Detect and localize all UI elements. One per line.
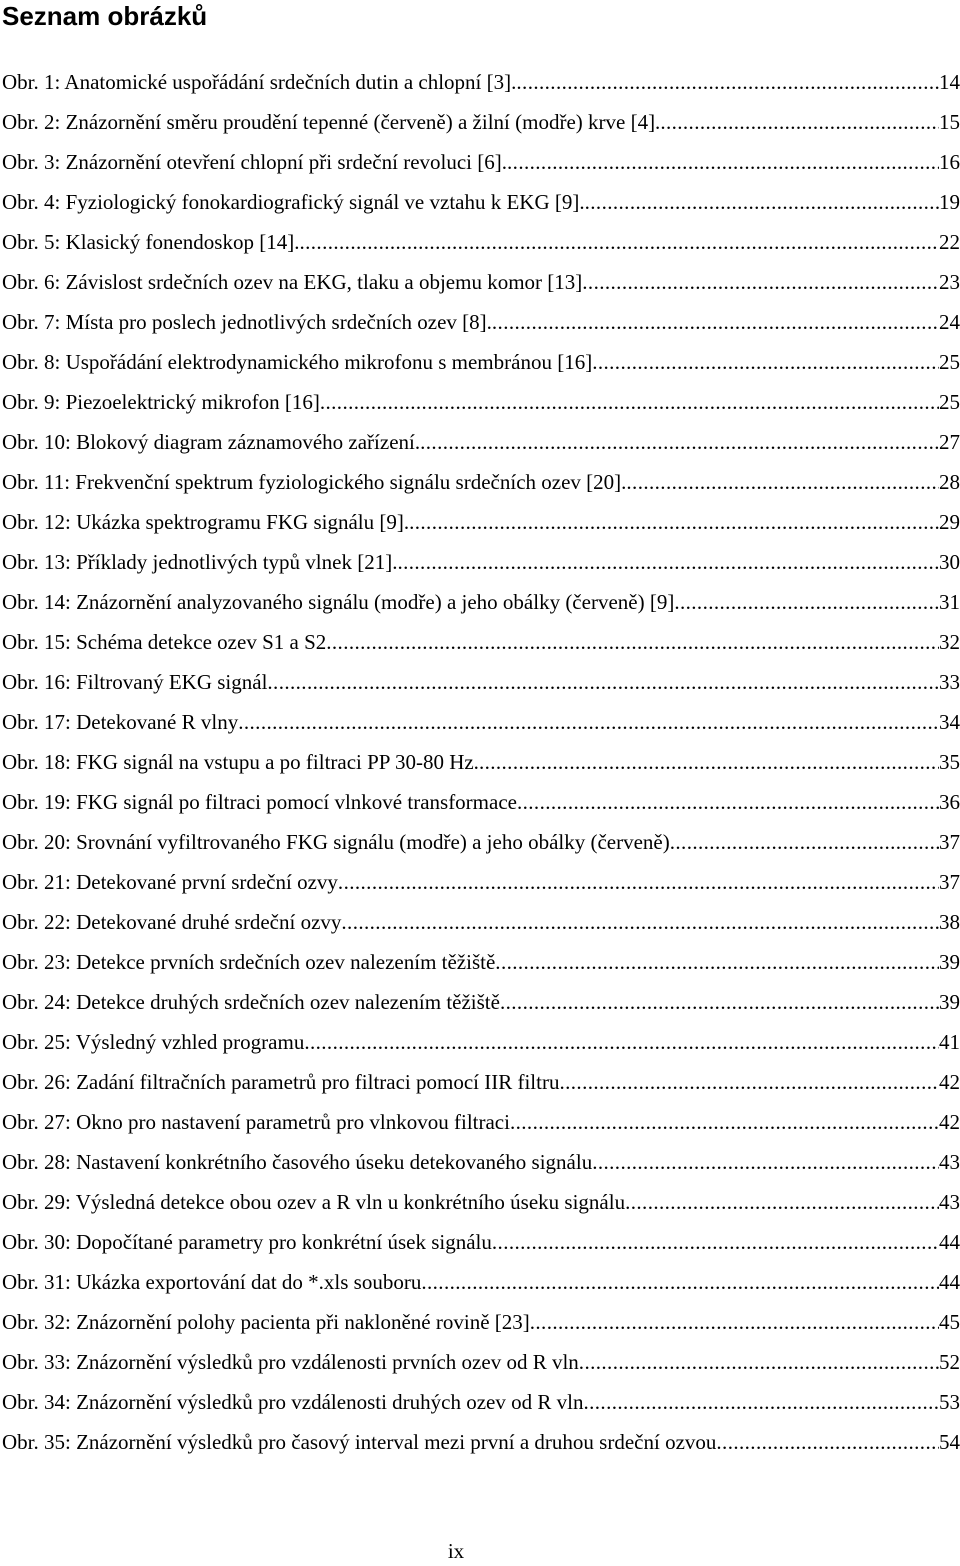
figure-entry[interactable] <box>2 462 960 502</box>
figure-entry-page: 43 <box>939 1189 960 1214</box>
figure-entry-page: 34 <box>939 709 960 734</box>
figure-entry[interactable] <box>2 262 960 302</box>
figure-entry[interactable] <box>2 502 960 542</box>
figure-entry-label: Obr. 23: Detekce prvních srdečních ozev nalezením těžiště <box>2 949 496 974</box>
dot-leader <box>582 270 939 295</box>
figure-entry[interactable] <box>2 1342 960 1382</box>
figure-entry-page: 33 <box>939 669 960 694</box>
figure-entry-page: 24 <box>939 309 960 334</box>
figure-entry-label: Obr. 25: Výsledný vzhled programu <box>2 1029 305 1054</box>
figure-entry[interactable] <box>2 1022 960 1062</box>
figure-entry-label: Obr. 19: FKG signál po filtraci pomocí vlnkové transformace <box>2 789 517 814</box>
figure-entry[interactable] <box>2 1182 960 1222</box>
figure-entry-page: 42 <box>939 1069 960 1094</box>
figure-entry-label: Obr. 11: Frekvenční spektrum fyziologického signálu srdečních ozev [20]. <box>2 469 627 494</box>
figure-entry-page: 23 <box>939 269 960 294</box>
dot-leader <box>516 70 939 95</box>
figure-entry-label: Obr. 17: Detekované R vlny <box>2 709 239 734</box>
figure-entry[interactable] <box>2 622 960 662</box>
figure-entry-label: Obr. 13: Příklady jednotlivých typů vlnek [21]. <box>2 549 398 574</box>
figure-entry-page: 44 <box>939 1229 960 1254</box>
figure-entry[interactable] <box>2 982 960 1022</box>
figure-entry[interactable] <box>2 782 960 822</box>
dot-leader <box>592 350 939 375</box>
dot-leader <box>583 1390 939 1415</box>
figure-entry-page: 37 <box>939 829 960 854</box>
figure-entry-label: Obr. 16: Filtrovaný EKG signál <box>2 669 268 694</box>
figure-entry-label: Obr. 35: Znázornění výsledků pro časový interval mezi první a druhou srdeční ozvou <box>2 1429 717 1454</box>
figure-entry-page: 27 <box>939 429 960 454</box>
figure-entry-label: Obr. 10: Blokový diagram záznamového zařízení. <box>2 429 421 454</box>
figure-entry-page: 42 <box>939 1109 960 1134</box>
figure-entry-label: Obr. 27: Okno pro nastavení parametrů pro vlnkovou filtraci <box>2 1109 510 1134</box>
figure-entry-label: Obr. 29: Výsledná detekce obou ozev a R vln u konkrétního úseku signálu <box>2 1189 626 1214</box>
figure-entry[interactable] <box>2 1062 960 1102</box>
figure-entry-page: 39 <box>939 989 960 1014</box>
figure-entry-page: 38 <box>939 909 960 934</box>
figure-entry-page: 16 <box>939 149 960 174</box>
figure-entry[interactable] <box>2 1302 960 1342</box>
figure-entry[interactable] <box>2 422 960 462</box>
figure-entry-label: Obr. 24: Detekce druhých srdečních ozev nalezením těžiště <box>2 989 500 1014</box>
figure-entry-page: 52 <box>939 1349 960 1374</box>
figure-entry[interactable] <box>2 942 960 982</box>
figure-entry-page: 30 <box>939 549 960 574</box>
dot-leader <box>507 150 939 175</box>
figure-entry[interactable] <box>2 222 960 262</box>
figure-entry-page: 37 <box>939 869 960 894</box>
figure-entry-page: 36 <box>939 789 960 814</box>
figure-entry-label: Obr. 30: Dopočítané parametry pro konkrétní úsek signálu <box>2 1229 492 1254</box>
dot-leader <box>320 390 939 415</box>
figure-entry-page: 29 <box>939 509 960 534</box>
figure-entry[interactable] <box>2 582 960 622</box>
figure-entry-page: 14 <box>939 69 960 94</box>
figure-entry-label: Obr. 32: Znázornění polohy pacienta při nakloněné rovině [23] <box>2 1309 530 1334</box>
dot-leader <box>397 550 939 575</box>
list-of-figures <box>2 62 960 1462</box>
dot-leader <box>341 910 939 935</box>
figure-entry-label: Obr. 20: Srovnání vyfiltrovaného FKG signálu (modře) a jeho obálky (červeně) <box>2 829 670 854</box>
dot-leader <box>500 990 939 1015</box>
figure-entry[interactable] <box>2 302 960 342</box>
figure-entry-page: 53 <box>939 1389 960 1414</box>
figure-entry-page: 41 <box>939 1029 960 1054</box>
figure-entry-page: 35 <box>939 749 960 774</box>
figure-entry-label: Obr. 21: Detekované první srdeční ozvy <box>2 869 338 894</box>
figure-entry-page: 19 <box>939 189 960 214</box>
figure-entry[interactable] <box>2 1142 960 1182</box>
figure-entry-label: Obr. 8: Uspořádání elektrodynamického mikrofonu s membránou [16] <box>2 349 593 374</box>
figure-entry-label: Obr. 4: Fyziologický fonokardiografický signál ve vztahu k EKG [9]. <box>2 189 585 214</box>
dot-leader <box>267 670 939 695</box>
dot-leader <box>338 870 939 895</box>
dot-leader <box>530 1310 939 1335</box>
figure-entry-page: 54 <box>939 1429 960 1454</box>
figure-entry[interactable] <box>2 1102 960 1142</box>
figure-entry-label: Obr. 31: Ukázka exportování dat do *.xls souboru <box>2 1269 422 1294</box>
figure-entry-label: Obr. 7: Místa pro poslech jednotlivých srdečních ozev [8]. <box>2 309 492 334</box>
page-title: Seznam obrázků <box>2 1 208 31</box>
figure-entry-label: Obr. 33: Znázornění výsledků pro vzdálenosti prvních ozev od R vln <box>2 1349 579 1374</box>
figure-entry-page: 25 <box>939 349 960 374</box>
figure-entry[interactable] <box>2 1422 960 1462</box>
figure-entry[interactable] <box>2 662 960 702</box>
dot-leader <box>579 1350 939 1375</box>
dot-leader <box>674 590 939 615</box>
figure-entry[interactable] <box>2 182 960 222</box>
figure-entry-label: Obr. 28: Nastavení konkrétního časového úseku detekovaného signálu <box>2 1149 593 1174</box>
figure-entry[interactable] <box>2 1262 960 1302</box>
dot-leader <box>238 710 939 735</box>
figure-entry[interactable] <box>2 342 960 382</box>
dot-leader <box>670 830 939 855</box>
figure-entry-page: 32 <box>939 629 960 654</box>
dot-leader <box>421 1270 939 1295</box>
figure-entry-label: Obr. 34: Znázornění výsledků pro vzdálenosti druhých ozev od R vln <box>2 1389 584 1414</box>
figure-entry[interactable] <box>2 102 960 142</box>
dot-leader <box>299 230 939 255</box>
dot-leader <box>304 1030 939 1055</box>
figure-entry[interactable] <box>2 742 960 782</box>
figure-entry[interactable] <box>2 382 960 422</box>
figure-entry[interactable] <box>2 1382 960 1422</box>
figure-entry-page: 43 <box>939 1149 960 1174</box>
figure-entry-label: Obr. 6: Závislost srdečních ozev na EKG, tlaku a objemu komor [13] <box>2 269 583 294</box>
page-number: ix <box>447 1539 465 1563</box>
figure-entry-label: Obr. 5: Klasický fonendoskop [14]. <box>2 229 300 254</box>
figure-entry[interactable] <box>2 902 960 942</box>
dot-leader <box>492 1230 939 1255</box>
figure-entry-label: Obr. 3: Znázornění otevření chlopní při srdeční revoluci [6]. <box>2 149 508 174</box>
dot-leader <box>660 110 939 135</box>
figure-entry-label: Obr. 26: Zadání filtračních parametrů pro filtraci pomocí IIR filtru <box>2 1069 560 1094</box>
figure-entry-page: 25 <box>939 389 960 414</box>
dot-leader <box>625 1190 939 1215</box>
figure-entry-page: 45 <box>939 1309 960 1334</box>
figure-entry-page: 28 <box>939 469 960 494</box>
figure-entry-label: Obr. 18: FKG signál na vstupu a po filtraci PP 30-80 Hz. <box>2 749 479 774</box>
dot-leader <box>495 950 939 975</box>
dot-leader <box>716 1430 939 1455</box>
dot-leader <box>585 190 939 215</box>
dot-leader <box>479 750 939 775</box>
figure-entry[interactable] <box>2 862 960 902</box>
dot-leader <box>559 1070 939 1095</box>
figure-entry-page: 31 <box>939 589 960 614</box>
dot-leader <box>517 790 939 815</box>
figure-entry-label: Obr. 2: Znázornění směru proudění tepenné (červeně) a žilní (modře) krve [4]. <box>2 109 661 134</box>
figure-entry-label: Obr. 1: Anatomické uspořádání srdečních dutin a chlopní [3]. <box>2 69 517 94</box>
dot-leader <box>409 510 939 535</box>
dot-leader <box>510 1110 939 1135</box>
figure-entry-label: Obr. 9: Piezoelektrický mikrofon [16] <box>2 389 320 414</box>
figure-entry-label: Obr. 14: Znázornění analyzovaného signálu (modře) a jeho obálky (červeně) [9] <box>2 589 675 614</box>
figure-entry-page: 22 <box>939 229 960 254</box>
figure-entry-page: 15 <box>939 109 960 134</box>
dot-leader <box>626 470 939 495</box>
dot-leader <box>420 430 939 455</box>
figure-entry-label: Obr. 15: Schéma detekce ozev S1 a S2 <box>2 629 327 654</box>
figure-entry[interactable] <box>2 822 960 862</box>
figure-entry-page: 44 <box>939 1269 960 1294</box>
figure-entry[interactable] <box>2 1222 960 1262</box>
figure-entry-label: Obr. 12: Ukázka spektrogramu FKG signálu [9]. <box>2 509 410 534</box>
dot-leader <box>326 630 939 655</box>
figure-entry-label: Obr. 22: Detekované druhé srdeční ozvy <box>2 909 342 934</box>
figure-entry-page: 39 <box>939 949 960 974</box>
dot-leader <box>492 310 939 335</box>
dot-leader <box>592 1150 939 1175</box>
figure-entry[interactable] <box>2 702 960 742</box>
figure-entry[interactable] <box>2 542 960 582</box>
figure-entry[interactable] <box>2 62 960 102</box>
figure-entry[interactable] <box>2 142 960 182</box>
